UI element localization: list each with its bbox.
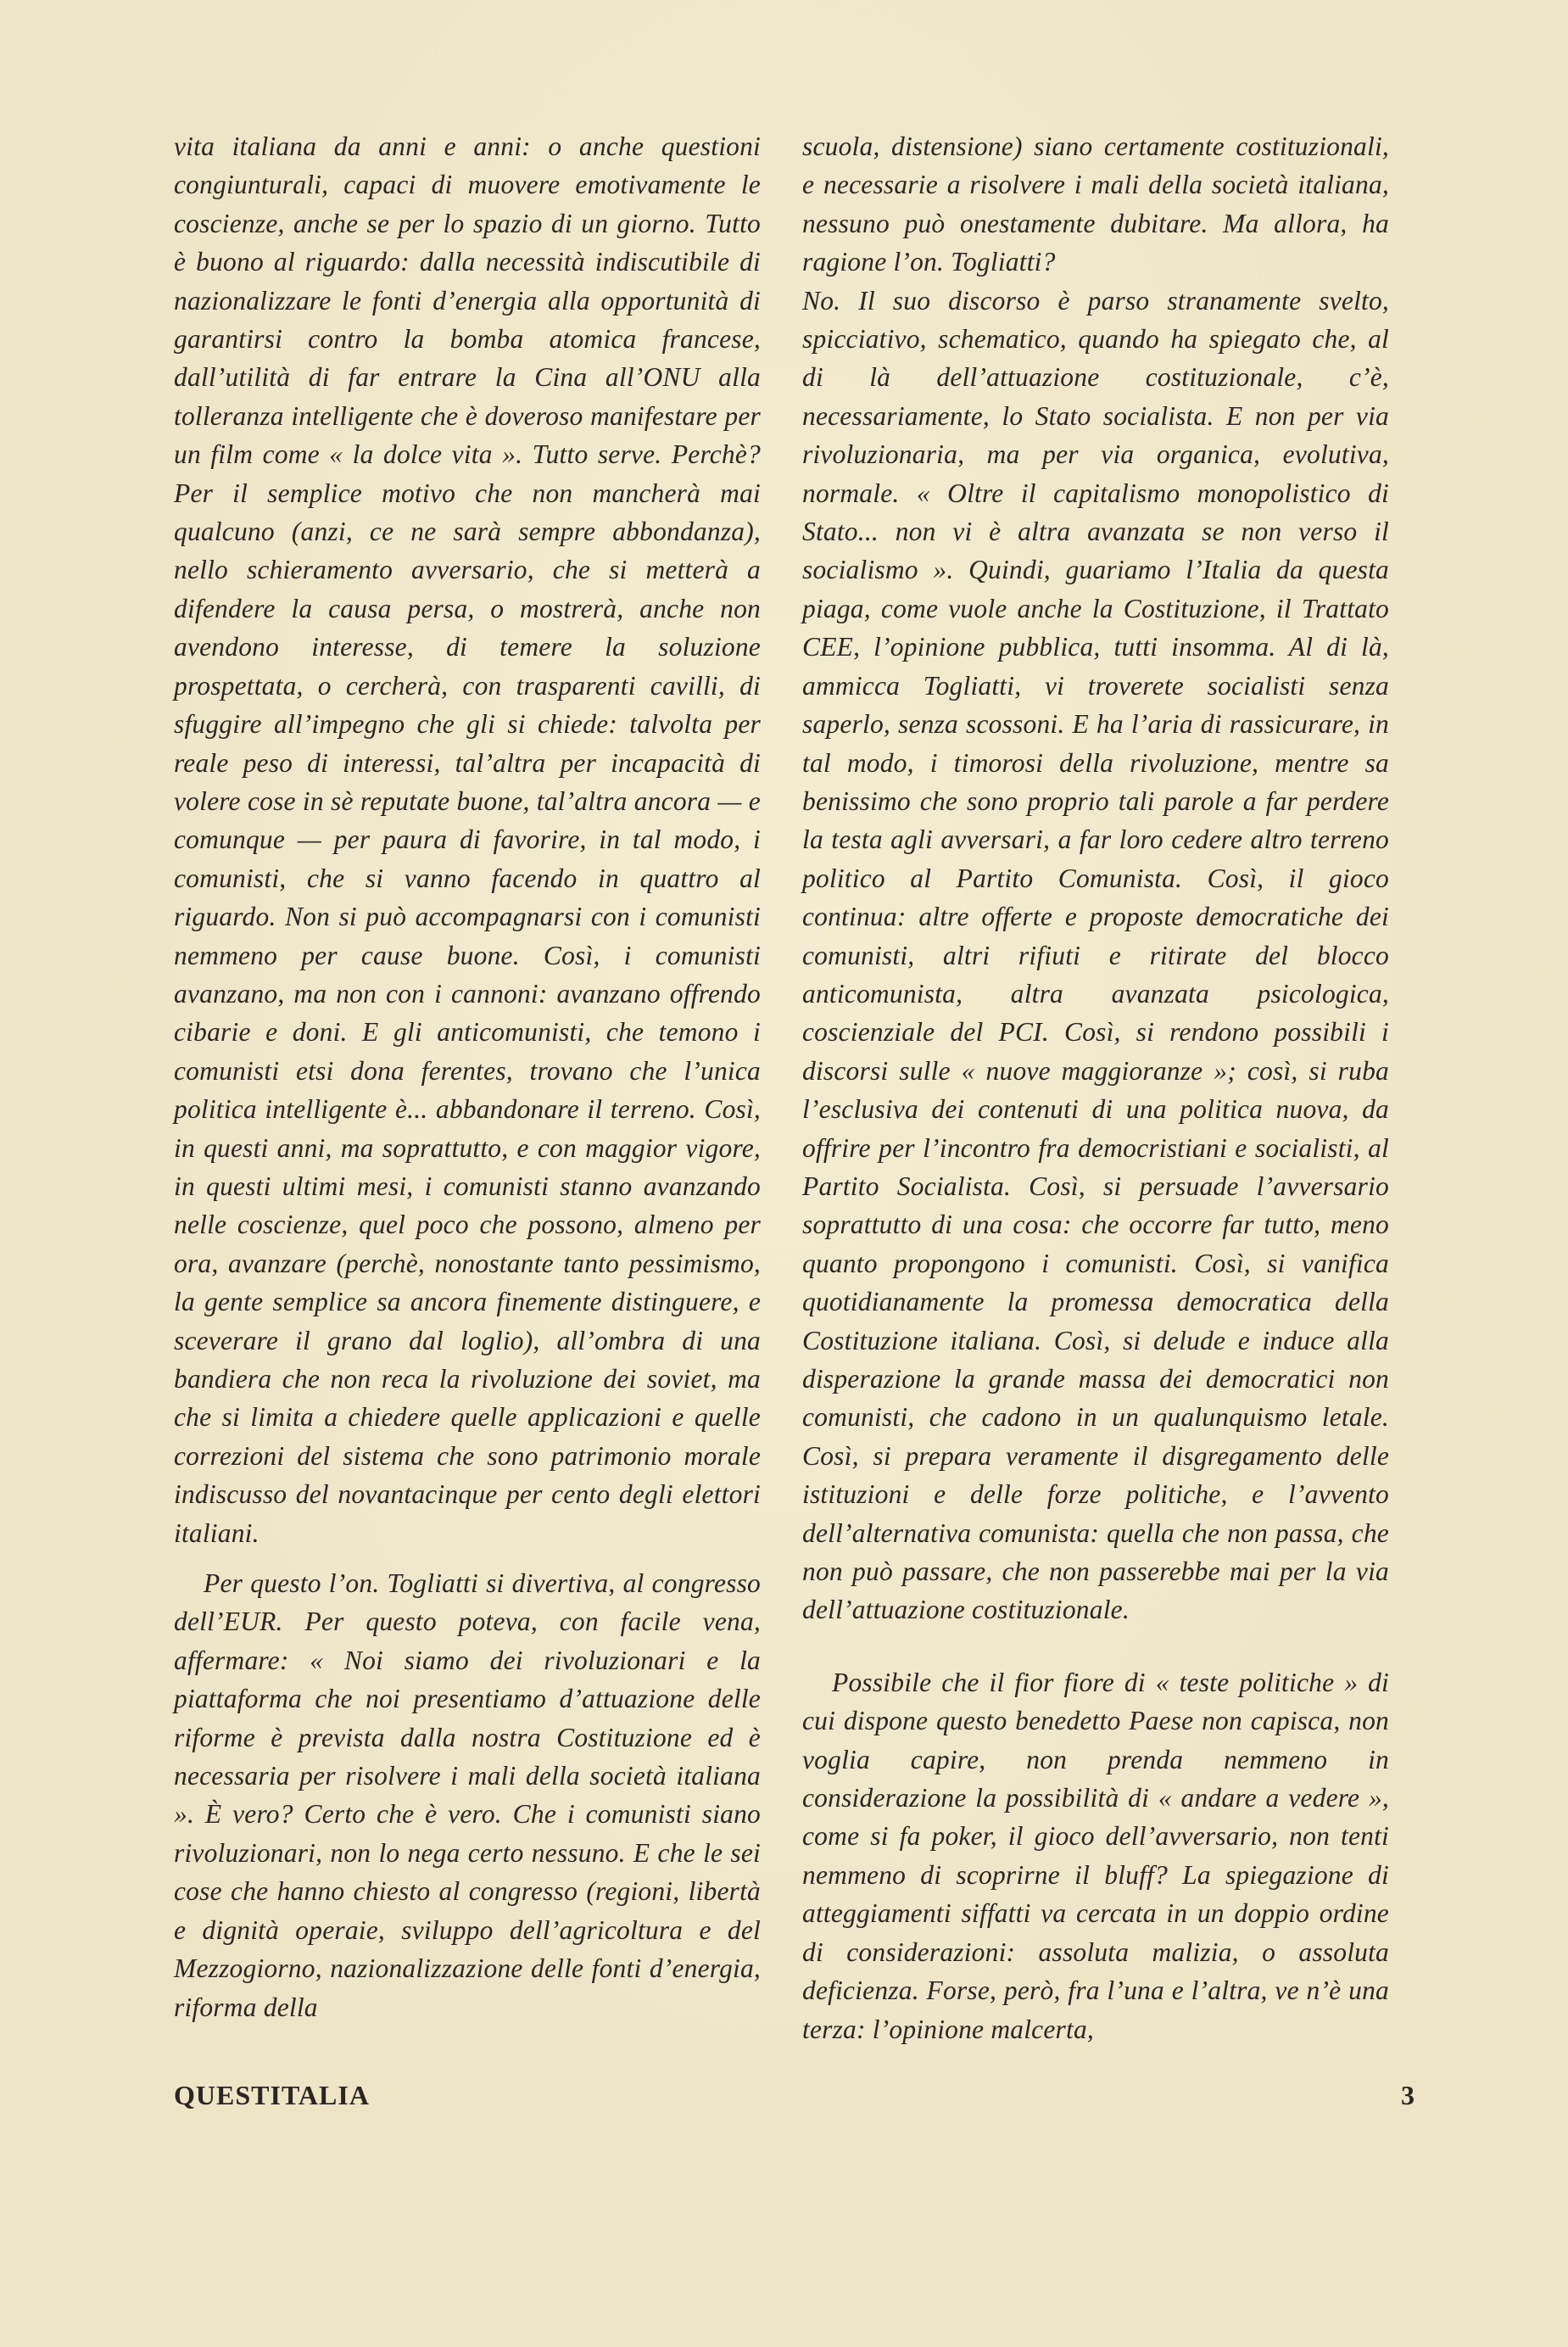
right-paragraph-3: Possibile che il fior fiore di « teste politiche » di cui dispone questo benedetto Paese non capisca, non voglia capire, non prenda nemmeno in considerazione la possibilità di « andare a vedere », come si fa poker, il gioco dell’avversario, non tenti nemmeno di scoprirne il bluff? La spiegazione di atteggiamenti siffatti va cercata in un doppio ordine di considerazioni: assoluta malizia, o assoluta deficienza. Forse, però, fra l’una e l’altra, ve n’è una terza: l’opinione malcerta, — [802, 1667, 1389, 2044]
left-paragraph-1: vita italiana da anni e anni: o anche questioni congiunturali, capaci di muovere emotivamente le coscienze, anche se per lo spazio di un giorno. Tutto è buono al riguardo: dalla necessità indiscutibile di nazionalizzare le fonti d’energia alla opportunità di garantirsi contro la bomba atomica francese, dall’utilità di far entrare la Cina all’ONU alla tolleranza intelligente che è doveroso manifestare per un film come « la dolce vita ». Tutto serve. Perchè? Per il semplice motivo che non mancherà mai qualcuno (anzi, ce ne sarà sempre abbondanza), nello schieramento avversario, che si metterà a difendere la causa persa, o mostrerà, anche non avendono interesse, di temere la soluzione prospettata, o cercherà, con trasparenti cavilli, di sfuggire all’impegno che gli si chiede: talvolta per reale peso di interessi, tal’altra per incapacità di volere cose in sè reputate buone, tal’altra ancora — e comunque — per paura di favorire, in tal modo, i comunisti, che si vanno facendo in quattro al riguardo. Non si può accompagnarsi con i comunisti nemmeno per cause buone. Così, i comunisti avanzano, ma non con i cannoni: avanzano offrendo cibarie e doni. E gli anticomunisti, che temono i comunisti etsi dona ferentes, trovano che l’unica politica intelligente è... abbandonare il terreno. Così, in questi anni, ma soprattutto, e con maggior vigore, in questi ultimi mesi, i comunisti stanno avanzando nelle coscienze, quel poco che possono, almeno per ora, avanzare (perchè, nonostante tanto pessimismo, la gente semplice sa ancora finemente distinguere, e sceverare il grano dal loglio), all’ombra di una bandiera che non reca la rivoluzione dei soviet, ma che si limita a chiedere quelle applicazioni e quelle correzioni del sistema che sono patrimonio morale indiscusso del novantacinque per cento degli elettori italiani. — [174, 131, 761, 1548]
right-paragraph-1: scuola, distensione) siano certamente costituzionali, e necessarie a risolvere i mali della società italiana, nessuno può onestamente dubitare. Ma allora, ha ragione l’on. Togliatti? — [802, 131, 1389, 277]
left-paragraph-2: Per questo l’on. Togliatti si divertiva, al congresso dell’EUR. Per questo poteva, con facile vena, affermare: « Noi siamo dei rivoluzionari e la piattaforma che noi presentiamo d’attuazione delle riforme è prevista dalla nostra Costituzione ed è necessaria per risolvere i mali della società italiana ». È vero? Certo che è vero. Che i comunisti siano rivoluzionari, non lo nega certo nessuno. E che le sei cose che hanno chiesto al congresso (regioni, libertà e dignità operaie, sviluppo dell’agricoltura e del Mezzogiorno, nazionalizzazione delle fonti d’energia, riforma della — [174, 1568, 761, 2022]
footer-page-number: 3 — [1401, 2080, 1415, 2110]
right-paragraph-2: No. Il suo discorso è parso stranamente svelto, spicciativo, schematico, quando ha spiegato che, al di là dell’attuazione costituzionale, c’è, necessariamente, lo Stato socialista. E non per via rivoluzionaria, ma per via organica, evolutiva, normale. « Oltre il capitalismo monopolistico di Stato... non vi è altra avanzata se non verso il socialismo ». Quindi, guariamo l’Italia da questa piaga, come vuole anche la Costituzione, il Trattato CEE, l’opinione pubblica, tutti insomma. Al di là, ammicca Togliatti, vi troverete socialisti senza saperlo, senza scossoni. E ha l’aria di rassicurare, in tal modo, i timorosi della rivoluzione, mentre sa benissimo che sono proprio tali parole a far perdere la testa agli avversari, a far loro cedere altro terreno politico al Partito Comunista. Così, il gioco continua: altre offerte e proposte democratiche dei comunisti, altri rifiuti e ritirate del blocco anticomunista, altra avanzata psicologica, coscienziale del PCI. Così, si rendono possibili i discorsi sulle « nuove maggioranze »; così, si ruba l’esclusiva dei contenuti di una politica nuova, da offrire per l’incontro fra democristiani e socialisti, al Partito Socialista. Così, si persuade l’avversario soprattutto di una cosa: che occorre far tutto, meno quanto propongono i comunisti. Così, si vanifica quotidianamente la promessa democratica della Costituzione italiana. Così, si delude e induce alla disperazione la grande massa dei democratici non comunisti, che cadono in un qualunquismo letale. Così, si prepara veramente il disgregamento delle istituzioni e delle forze politiche, e l’avvento dell’alternativa comunista: quella che non passa, che non può passare, che non passerebbe mai per la via dell’attuazione costituzionale. — [802, 285, 1389, 1625]
left-column — [174, 127, 761, 2026]
footer-publication-title: QUESTITALIA — [174, 2080, 370, 2110]
right-column — [802, 127, 1389, 2048]
